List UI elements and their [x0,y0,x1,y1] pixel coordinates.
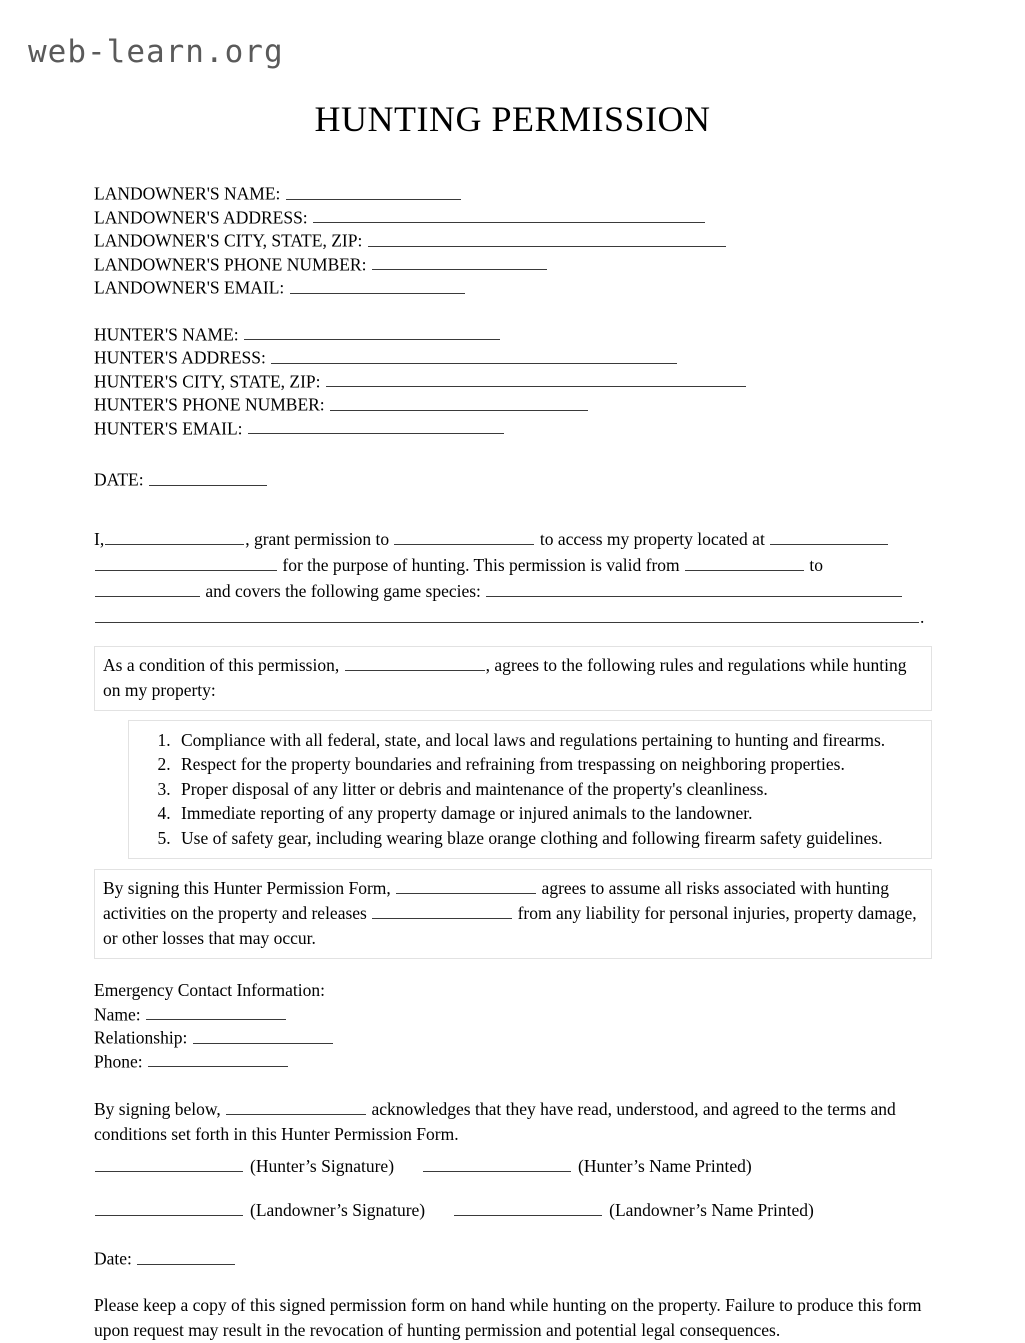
liability-text-2: agrees to assume all risks associated with hunting activities on the property and releases [103,878,890,923]
emergency-heading: Emergency Contact Information: [94,980,325,1000]
list-item: 1. Compliance with all federal, state, and local laws and regulations pertaining to hunting and firearms. [175,728,923,753]
acknowledgment-paragraph [94,1097,934,1147]
liability-text-3: from any liability for personal injuries, property damage, or other losses that may occur. [103,903,917,948]
field-emergency-name [94,1003,934,1027]
permission-text-5: to [809,554,824,575]
landowner-signature-caption: (Landowner’s Signature) [250,1200,426,1220]
list-item: 3. Proper disposal of any litter or debris and maintenance of the property's cleanliness. [175,777,923,802]
field-emergency-relationship [94,1026,934,1050]
game-species-input[interactable] [486,579,902,597]
document-body [94,182,934,1343]
landowner-printed-name-caption: (Landowner’s Name Printed) [609,1200,814,1220]
grantor-name-input[interactable] [105,527,244,545]
spacer [94,492,934,520]
field-final-date [94,1247,934,1271]
hunter-email-label: HUNTER'S EMAIL: [94,418,243,439]
valid-from-input[interactable] [685,553,804,571]
field-hunter-name [94,323,934,347]
page-title: HUNTING PERMISSION [314,99,711,139]
signature-row-landowner [94,1195,934,1225]
field-hunter-city [94,370,934,394]
field-hunter-phone [94,393,934,417]
footer-note: Please keep a copy of this signed permission form on hand while hunting on the property. Failure to produce this form upon request may result in the revocation of hunting permission and potential legal consequences. [94,1294,922,1340]
field-landowner-address [94,206,934,230]
hunter-signature-input[interactable] [95,1154,243,1172]
landowner-city-input[interactable] [368,229,726,247]
condition-party-input[interactable] [345,653,485,671]
landowner-address-input[interactable] [313,206,705,224]
property-location-input-cont[interactable] [95,553,277,571]
condition-text-1: As a condition of this permission, [103,654,340,675]
liability-block [94,869,932,959]
landowner-city-label: LANDOWNER'S CITY, STATE, ZIP: [94,230,363,251]
permission-text-7: . [920,606,925,627]
hunter-signature-caption: (Hunter’s Signature) [250,1156,395,1176]
hunter-phone-label: HUNTER'S PHONE NUMBER: [94,394,325,415]
final-date-input[interactable] [137,1247,235,1265]
emergency-relationship-input[interactable] [193,1026,333,1044]
landowner-fields [94,182,934,300]
landowner-signature-input[interactable] [95,1198,243,1216]
field-emergency-phone [94,1050,934,1074]
acknowledgment-text-1: By signing below, [94,1099,221,1119]
hunter-phone-input[interactable] [330,393,588,411]
spacer [94,300,934,323]
landowner-phone-input[interactable] [372,253,547,271]
hunter-fields [94,323,934,441]
spacer [94,440,934,468]
hunter-city-label: HUNTER'S CITY, STATE, ZIP: [94,371,321,392]
list-item: 5. Use of safety gear, including wearing blaze orange clothing and following firearm safety guidelines. [175,826,923,851]
hunter-address-input[interactable] [271,346,677,364]
liability-released-party-input[interactable] [372,901,512,919]
permission-text-4: for the purpose of hunting. This permission is valid from [282,554,680,575]
permission-line-3 [94,578,934,604]
acknowledgment-party-input[interactable] [226,1097,366,1115]
field-date [94,468,934,492]
permission-line-1 [94,526,934,552]
emergency-relationship-label: Relationship: [94,1027,188,1048]
field-hunter-email [94,417,934,441]
field-landowner-name [94,182,934,206]
signature-row-hunter [94,1151,934,1181]
landowner-name-label: LANDOWNER'S NAME: [94,183,281,204]
date-label: DATE: [94,469,144,490]
emergency-name-input[interactable] [146,1003,286,1021]
hunter-name-label: HUNTER'S NAME: [94,324,239,345]
field-landowner-email [94,276,934,300]
hunter-name-input[interactable] [244,323,500,341]
date-input[interactable] [149,468,267,486]
property-location-input[interactable] [770,527,888,545]
final-date-label: Date: [94,1248,132,1269]
emergency-contact-section [94,979,934,1073]
permission-line-2 [94,552,934,578]
liability-text-1: By signing this Hunter Permission Form, [103,878,391,898]
landowner-email-input[interactable] [290,276,465,294]
valid-to-input[interactable] [95,579,200,597]
landowner-printed-name-input[interactable] [454,1198,602,1216]
permission-text-2: , grant permission to [245,528,390,549]
emergency-phone-label: Phone: [94,1051,143,1072]
site-header-watermark: web-learn.org [28,34,284,70]
permission-text-6: and covers the following game species: [205,580,481,601]
field-hunter-address [94,346,934,370]
permission-text-1: I, [94,528,105,549]
hunter-city-input[interactable] [326,370,746,388]
acknowledgment-text-2: acknowledges that they have read, understood, and agreed to the terms and conditions set forth in this Hunter Permission Form. [94,1099,896,1144]
condition-text-2: , agrees to the following rules and regulations while hunting on my property: [103,654,907,700]
list-item: 2. Respect for the property boundaries and refraining from trespassing on neighboring properties. [175,752,923,777]
liability-party-input[interactable] [396,876,536,894]
landowner-address-label: LANDOWNER'S ADDRESS: [94,207,308,228]
list-item: 4. Immediate reporting of any property damage or injured animals to the landowner. [175,801,923,826]
grantee-name-input[interactable] [394,527,534,545]
hunter-email-input[interactable] [248,417,504,435]
emergency-phone-input[interactable] [148,1050,288,1068]
landowner-email-label: LANDOWNER'S EMAIL: [94,277,285,298]
hunter-printed-name-input[interactable] [423,1154,571,1172]
rules-list [137,728,923,851]
landowner-phone-label: LANDOWNER'S PHONE NUMBER: [94,254,367,275]
hunter-printed-name-caption: (Hunter’s Name Printed) [578,1156,752,1176]
hunter-address-label: HUNTER'S ADDRESS: [94,347,266,368]
field-landowner-phone [94,253,934,277]
rules-block [128,720,932,860]
field-landowner-city [94,229,934,253]
condition-block [94,646,932,711]
permission-line-4 [94,604,934,630]
emergency-name-label: Name: [94,1004,141,1025]
game-species-input-cont[interactable] [95,605,919,623]
permission-text-3: to access my property located at [539,528,765,549]
permission-paragraph [94,526,934,630]
landowner-name-input[interactable] [286,182,461,200]
